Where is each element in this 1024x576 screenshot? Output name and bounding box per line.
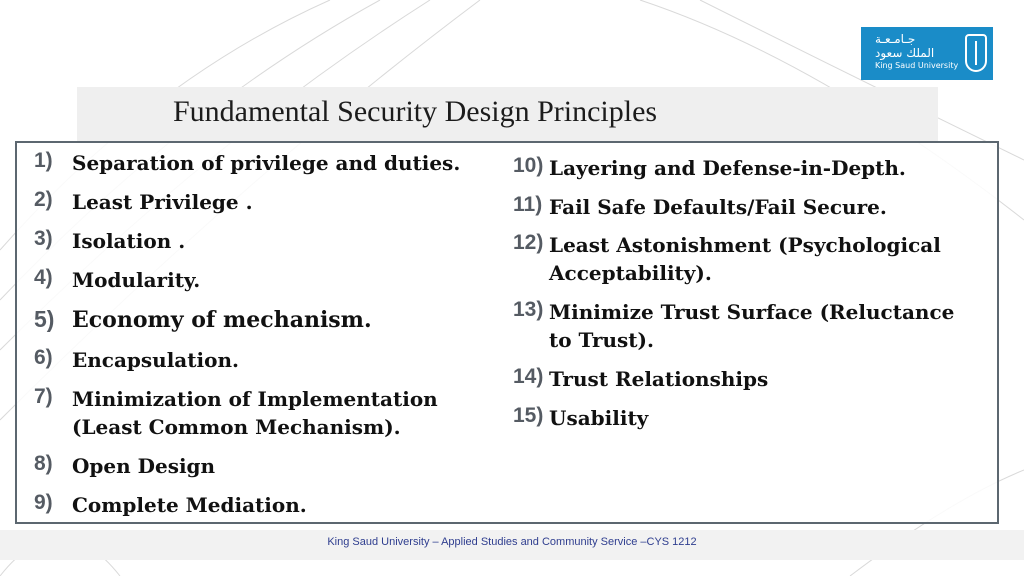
logo-arabic-line1: جـامـعـة	[875, 32, 916, 46]
item-text-continued: Acceptability).	[549, 261, 712, 285]
item-text: Minimization of Implementation	[72, 387, 438, 411]
university-logo	[861, 27, 993, 80]
item-number: 7)	[34, 385, 53, 408]
item-number: 5)	[34, 306, 55, 332]
item-number: 13)	[513, 298, 544, 321]
slide-footer: King Saud University – Applied Studies and Community Service –CYS 1212	[327, 536, 697, 548]
item-number: 2)	[34, 188, 53, 211]
logo-arabic-line2: الملك سعود	[875, 46, 935, 60]
item-number: 4)	[34, 266, 53, 289]
item-text: Complete Mediation.	[72, 493, 307, 517]
item-text: Modularity.	[72, 268, 201, 292]
item-number: 6)	[34, 346, 53, 369]
item-text: Least Astonishment (Psychological	[549, 233, 941, 257]
item-text: Fail Safe Defaults/Fail Secure.	[549, 195, 887, 219]
item-text: Least Privilege .	[72, 190, 253, 214]
palm-emblem-icon	[965, 34, 987, 72]
item-text: Layering and Defense-in-Depth.	[549, 156, 906, 180]
item-text: Isolation .	[72, 229, 186, 253]
logo-english-name: King Saud University	[875, 61, 959, 70]
item-number: 10)	[513, 154, 544, 177]
item-text: Trust Relationships	[549, 367, 769, 391]
item-number: 8)	[34, 452, 53, 475]
item-text-continued: to Trust).	[549, 328, 654, 352]
item-text: Usability	[549, 406, 649, 430]
item-number: 3)	[34, 227, 53, 250]
item-text: Separation of privilege and duties.	[72, 151, 461, 175]
item-number: 9)	[34, 491, 53, 514]
slide-title: Fundamental Security Design Principles	[173, 95, 658, 128]
item-number: 14)	[513, 365, 544, 388]
item-number: 11)	[513, 193, 543, 216]
item-text: Economy of mechanism.	[72, 307, 372, 333]
item-text: Minimize Trust Surface (Reluctance	[549, 300, 955, 324]
item-number: 15)	[513, 404, 544, 427]
item-text-continued: (Least Common Mechanism).	[72, 415, 401, 439]
item-number: 1)	[34, 149, 53, 172]
item-number: 12)	[513, 231, 544, 254]
item-text: Encapsulation.	[72, 348, 239, 372]
item-text: Open Design	[72, 454, 216, 478]
